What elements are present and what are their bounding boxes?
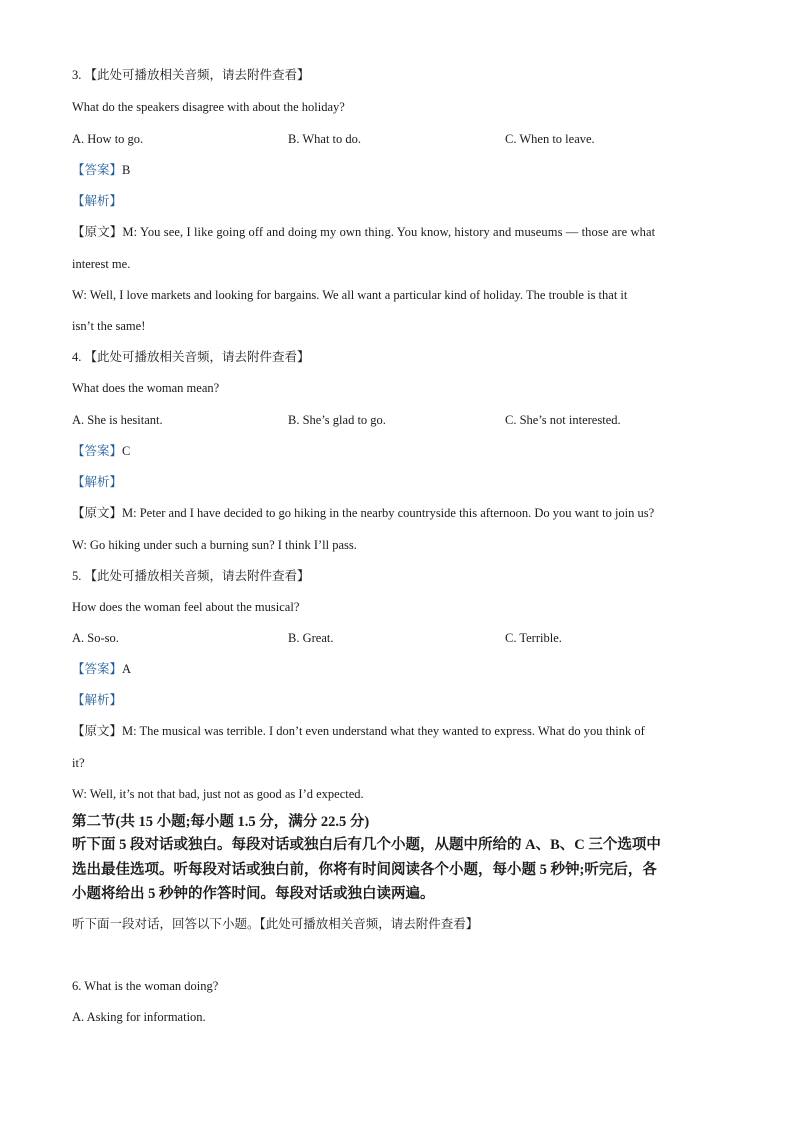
q4-original-line1 xyxy=(72,505,654,521)
q4-question: What does the woman mean? xyxy=(72,381,220,395)
original-label: 【原文】 xyxy=(72,506,123,520)
q4-option-b: B. She’s glad to go. xyxy=(288,413,386,427)
answer-label: 【答案】 xyxy=(72,163,123,177)
q3-option-b: B. What to do. xyxy=(288,132,362,146)
q3-original-line1 xyxy=(72,224,655,240)
q4-original-line2: W: Go hiking under such a burning sun? I think I’ll pass. xyxy=(72,538,357,552)
section2-instruction-line3: 小题将给出 5 秒钟的作答时间。每段对话或独白读两遍。 xyxy=(72,886,435,902)
q6-question: 6. What is the woman doing? xyxy=(72,979,219,993)
q3-original-line4: isn’t the same! xyxy=(72,319,146,333)
q5-original-line2: it? xyxy=(72,756,85,770)
q4-analysis-label: 【解析】 xyxy=(72,475,123,489)
section2-title: 第二节(共 15 小题;每小题 1.5 分，满分 22.5 分) xyxy=(72,814,370,830)
section2-instruction-line1: 听下面 5 段对话或独白。每段对话或独白后有几个小题，从题中所给的 A、B、C 三个选项中 xyxy=(72,837,661,853)
section2-instruction-line2: 选出最佳选项。听每段对话或独白前，你将有时间阅读各个小题，每小题 5 秒钟;听完后，各 xyxy=(72,862,657,878)
q3-question: What do the speakers disagree with about the holiday? xyxy=(72,100,345,114)
q3-option-a: A. How to go. xyxy=(72,132,144,146)
q3-original-line2: interest me. xyxy=(72,257,131,271)
answer-label: 【答案】 xyxy=(72,444,123,458)
q5-option-b: B. Great. xyxy=(288,631,334,645)
q5-answer xyxy=(72,661,131,677)
q5-analysis-label: 【解析】 xyxy=(72,693,123,707)
original-text: M: The musical was terrible. I don’t even understand what they wanted to express. What do you think of xyxy=(122,724,645,738)
q3-answer xyxy=(72,162,130,178)
original-label: 【原文】 xyxy=(72,225,123,239)
q4-option-c: C. She’s not interested. xyxy=(505,413,621,427)
original-text: M: Peter and I have decided to go hiking in the nearby countryside this afternoon. Do you want to join us? xyxy=(122,506,655,520)
q3-analysis-label: 【解析】 xyxy=(72,194,123,208)
q5-title: 5. 【此处可播放相关音频，请去附件查看】 xyxy=(72,569,310,583)
answer-value: C xyxy=(122,444,131,458)
q5-original-line3: W: Well, it’s not that bad, just not as good as I’d expected. xyxy=(72,787,364,801)
q5-question: How does the woman feel about the musical? xyxy=(72,600,300,614)
q6-option-a: A. Asking for information. xyxy=(72,1010,206,1024)
q5-original-line1 xyxy=(72,723,645,739)
q4-option-a: A. She is hesitant. xyxy=(72,413,163,427)
q3-title: 3. 【此处可播放相关音频，请去附件查看】 xyxy=(72,68,310,82)
q3-option-c: C. When to leave. xyxy=(505,132,595,146)
q5-option-c: C. Terrible. xyxy=(505,631,562,645)
answer-label: 【答案】 xyxy=(72,662,123,676)
q5-option-a: A. So-so. xyxy=(72,631,119,645)
section2-listen-note: 听下面一段对话，回答以下小题。【此处可播放相关音频，请去附件查看】 xyxy=(72,917,479,931)
original-label: 【原文】 xyxy=(72,724,123,738)
original-text: M: You see, I like going off and doing my own thing. You know, history and museums — those are what xyxy=(122,225,656,239)
answer-value: B xyxy=(122,163,131,177)
q4-title: 4. 【此处可播放相关音频，请去附件查看】 xyxy=(72,350,310,364)
q4-answer xyxy=(72,443,130,459)
answer-value: A xyxy=(122,662,132,676)
q3-original-line3: W: Well, I love markets and looking for bargains. We all want a particular kind of holiday. The trouble is that it xyxy=(72,288,628,302)
